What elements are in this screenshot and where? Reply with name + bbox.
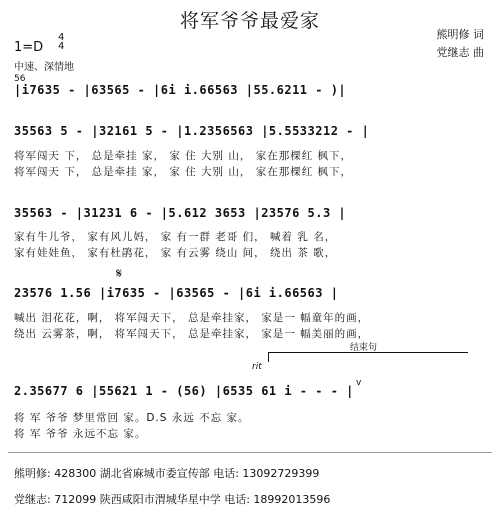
intro-marker: 56: [14, 74, 26, 84]
ending-label: 结束句: [350, 343, 378, 353]
contact-1: [14, 465, 319, 481]
key-signature: 1=D: [14, 40, 44, 55]
contact-2: [14, 491, 330, 507]
system-2-notes: 35563 5 - |32161 5 - |1.2356563 |5.5533212 - |: [14, 124, 370, 138]
system-4-lyric-2: 绕出 云雾茶，啊， 将军闯天下， 总是牵挂家， 家是一 幅美丽的画，: [14, 328, 370, 340]
segno-sign: 𝄋: [116, 266, 123, 282]
lyricist-credit: 熊明修 词: [436, 28, 484, 41]
system-2-lyric-2: 将军闯天 下， 总是牵挂 家， 家 住 大别 山， 家在那棵红 枫下，: [14, 166, 353, 178]
system-5-lyric-2: 将 军 爷爷 永远不忘 家。: [14, 428, 147, 440]
system-5-notes: 2.35677 6 |55621 1 - (56) |6535 61 i - - - |: [14, 384, 354, 398]
footer-divider: [8, 452, 492, 453]
system-1-notes: |i7635 - |63565 - |6i i.66563 |55.6211 - )|: [14, 83, 347, 97]
rit-marking: rit: [252, 362, 262, 372]
ending-bracket-left: [268, 352, 269, 362]
time-sig-top: 4: [58, 32, 65, 43]
contact-2-info: 712099 陕西咸阳市渭城华星中学 电话: 18992013596: [54, 493, 331, 506]
system-3-notes: 35563 - |31231 6 - |5.612 3653 |23576 5.3 |: [14, 206, 347, 220]
system-3-lyric-1: 家有牛儿爷， 家有风儿妈， 家 有一群 老哥 们， 喊着 乳 名，: [14, 231, 337, 243]
time-signature: [58, 33, 64, 51]
system-4-notes: 23576 1.56 |i7635 - |63565 - |6i i.66563 |: [14, 286, 339, 300]
system-3-lyric-2: 家有娃娃鱼， 家有杜鹃花， 家 有云雾 绕山 间， 绕出 茶 歌，: [14, 247, 337, 259]
system-4-lyric-1: 喊出 泪花花，啊， 将军闯天下， 总是牵挂家， 家是一 幅童年的画，: [14, 312, 370, 324]
system-5-lyric-1: 将 军 爷爷 梦里常回 家。D.S 永远 不忘 家。: [14, 412, 250, 424]
contact-1-info: 428300 湖北省麻城市委宣传部 电话: 13092729399: [54, 467, 320, 480]
time-sig-bottom: 4: [58, 41, 65, 52]
breath-mark: v: [356, 378, 362, 388]
song-title: 将军爷爷最爱家: [179, 10, 320, 32]
system-2-lyric-1: 将军闯天 下， 总是牵挂 家， 家 住 大别 山， 家在那棵红 枫下，: [14, 150, 353, 162]
composer-credit: 党继志 曲: [436, 46, 484, 59]
contact-2-name: 党继志:: [14, 493, 51, 506]
tempo-marking: 中速、深情地: [14, 62, 74, 73]
contact-1-name: 熊明修:: [14, 467, 51, 480]
